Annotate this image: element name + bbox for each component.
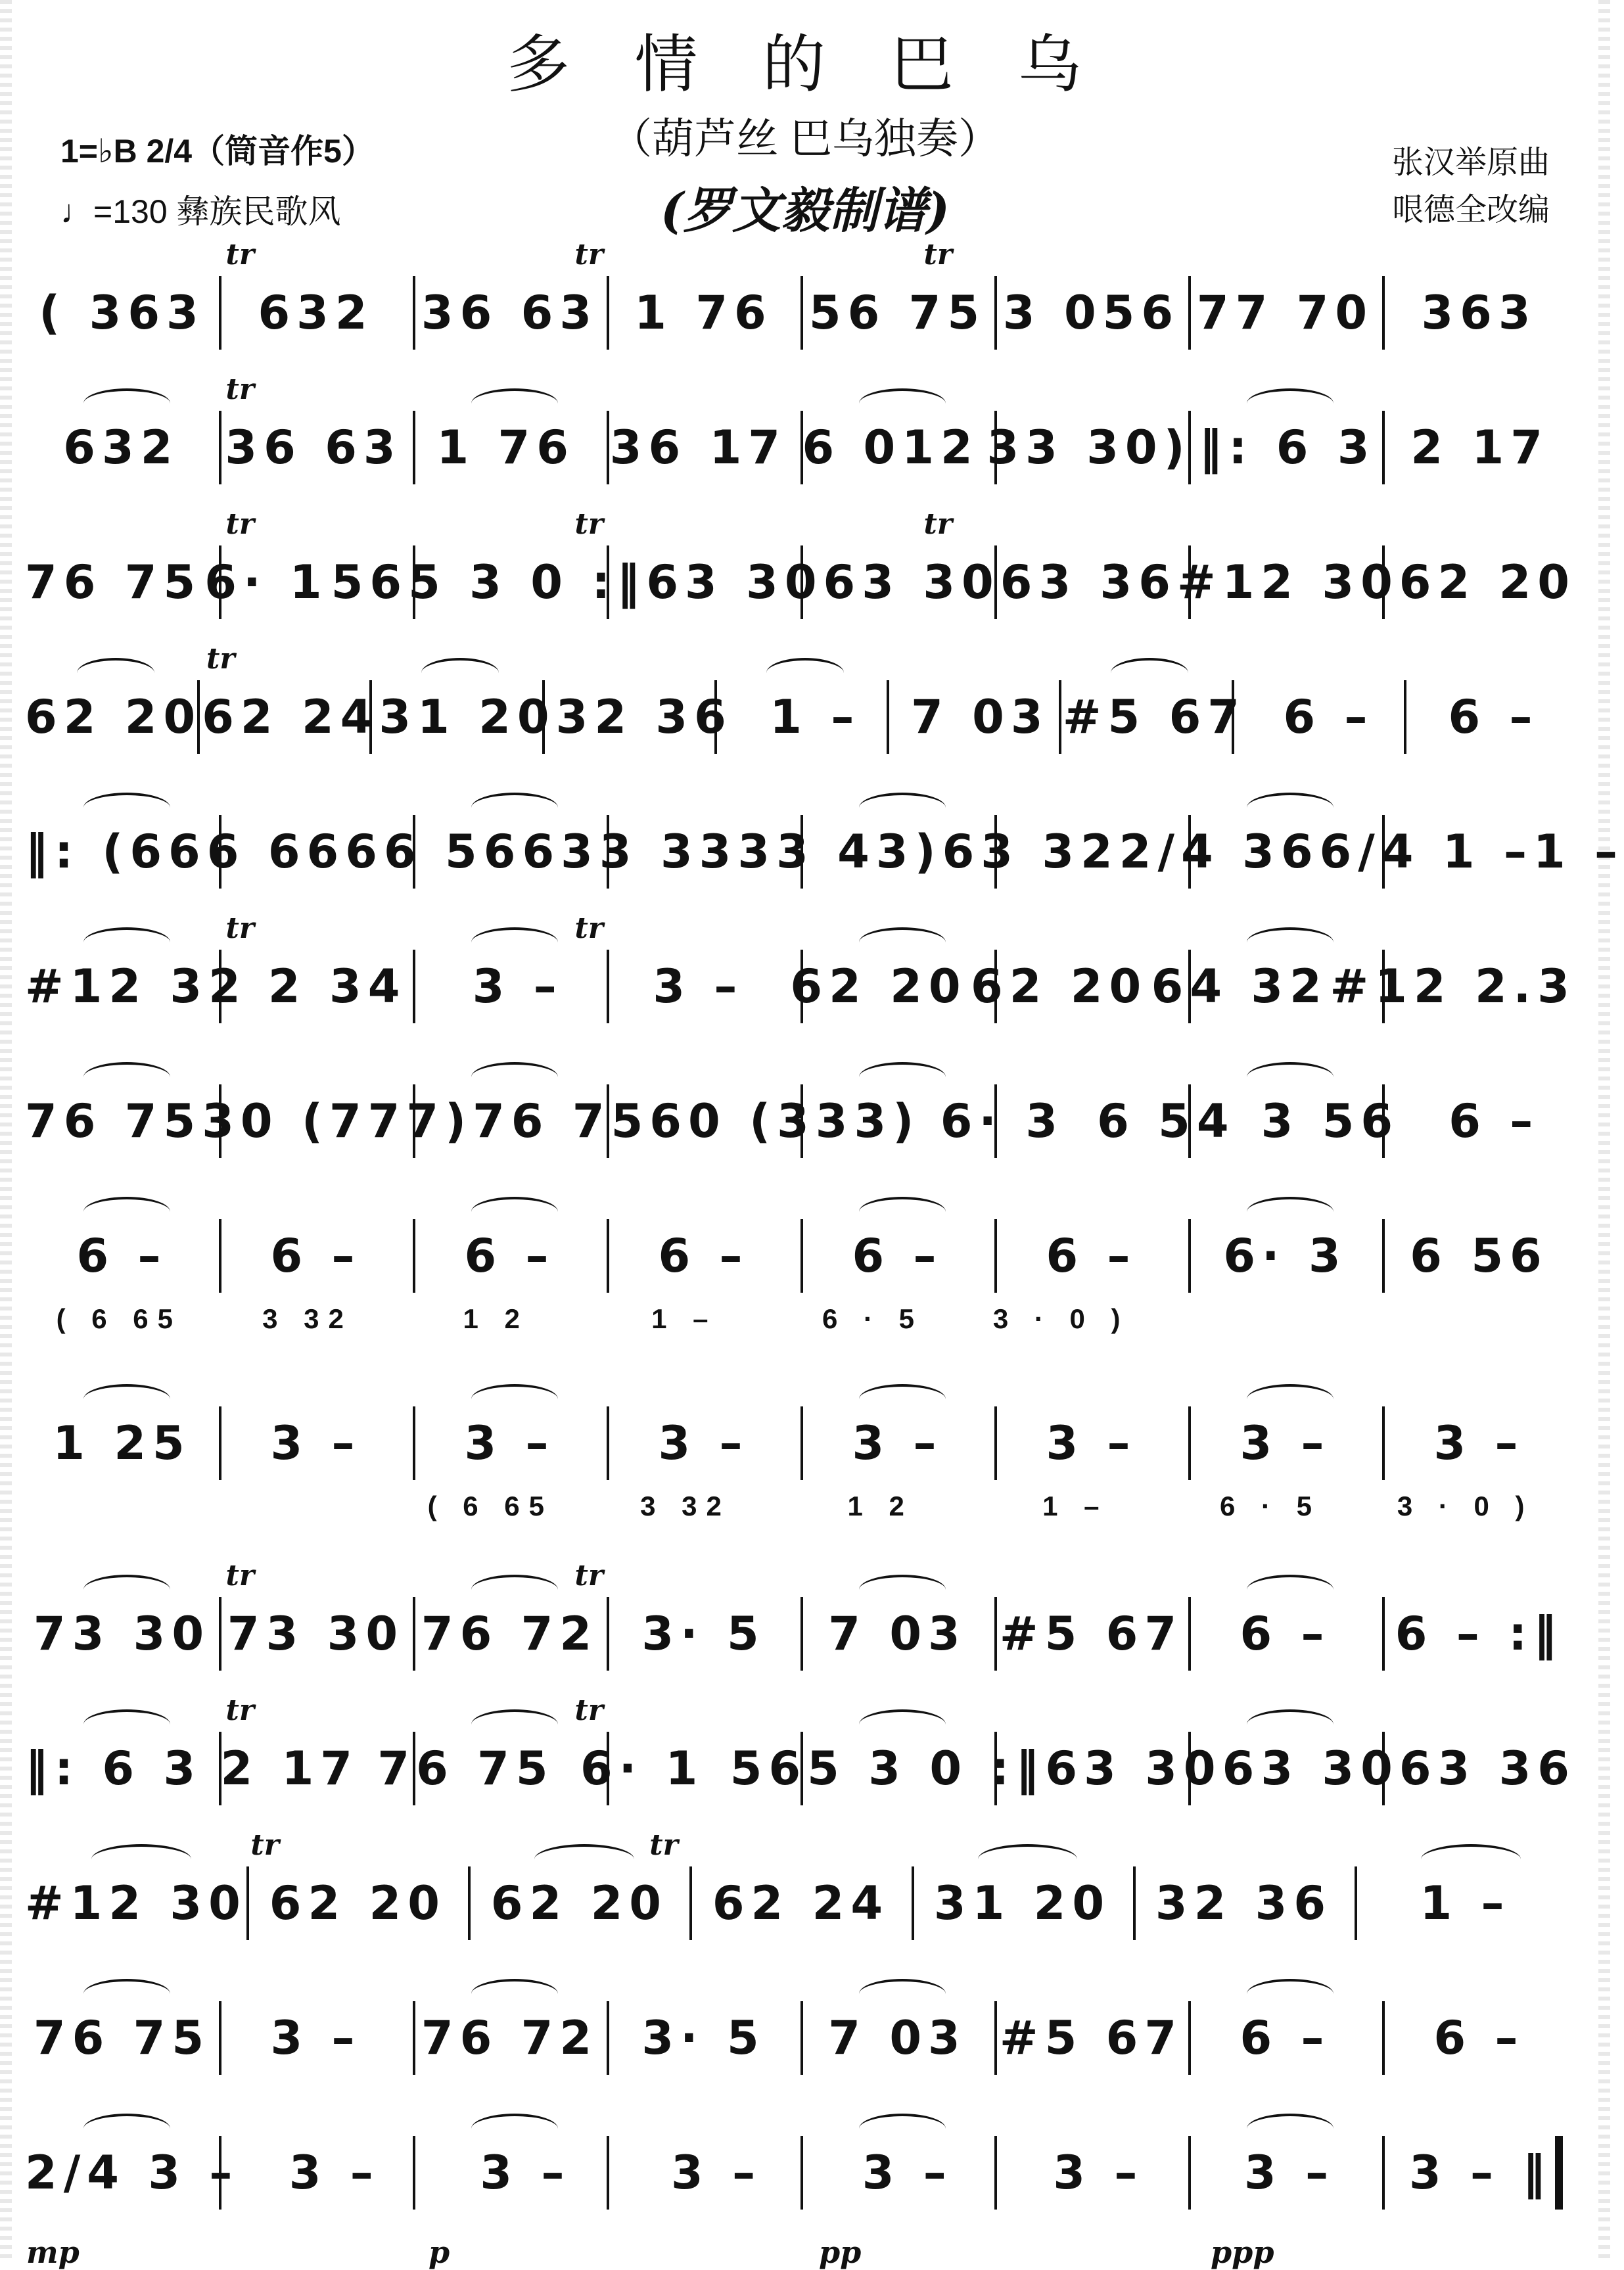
slur-arc	[534, 1844, 634, 1874]
measure-group	[25, 1732, 1576, 1805]
slur-arc	[421, 658, 499, 688]
dynamic-mark: ppp	[1211, 2235, 1274, 2270]
slur-arc	[471, 1197, 559, 1227]
slur-arc	[83, 927, 171, 958]
measure: 36 17	[609, 421, 787, 475]
measure: 3 –	[1244, 2146, 1335, 2200]
measure: 3 –	[480, 2146, 571, 2200]
accompaniment-measure: 3 32	[640, 1491, 731, 1521]
slur-arc	[471, 1384, 559, 1414]
measure-group	[25, 1866, 1576, 1940]
measure: 64 32	[1151, 960, 1328, 1013]
trill-mark: tr	[923, 507, 953, 541]
measure: #12 2.3	[1330, 960, 1576, 1013]
measure: 76 72	[421, 2011, 599, 2065]
slur-arc	[859, 388, 946, 419]
slur-arc	[978, 1844, 1078, 1874]
measure-group	[25, 680, 1576, 754]
key-signature: 1=♭B 2/4（筒音作5）	[60, 133, 375, 170]
slur-arc	[83, 1709, 171, 1740]
measure: 2 17	[1410, 421, 1549, 475]
final-barline	[1555, 2136, 1563, 2210]
slur-arc	[83, 1197, 171, 1227]
measure: 6· 1	[580, 1742, 705, 1795]
measure: 62 24	[202, 690, 379, 744]
slur-arc	[859, 1709, 946, 1740]
measure: 33 30)	[986, 421, 1192, 475]
measure: 3 –	[289, 2146, 380, 2200]
measure: 62 20	[25, 690, 202, 744]
measure: 6 –	[1046, 1229, 1137, 1283]
trill-mark: tr	[574, 238, 604, 271]
measure: 3 56	[1261, 1094, 1400, 1148]
transcriber-credit: (罗文毅制谱)	[660, 183, 950, 239]
measure: 31 20	[933, 1876, 1111, 1930]
measure: 62 20	[1399, 555, 1576, 609]
measure: 76 75	[25, 1094, 202, 1148]
measure: ‖: 6 3	[25, 1742, 202, 1795]
slur-arc	[471, 1709, 559, 1740]
measure: 6 –	[658, 1229, 749, 1283]
measure: 565 3 0 :‖	[730, 1742, 1046, 1795]
measure-group	[25, 1597, 1576, 1671]
dynamic-mark: p	[429, 2235, 450, 2270]
measure: 632	[258, 286, 374, 340]
slur-arc	[83, 1062, 171, 1092]
measure: 7 03	[911, 690, 1050, 744]
measure: 6 –	[1449, 1094, 1540, 1148]
slur-arc	[859, 1062, 946, 1092]
trill-mark: tr	[250, 1828, 279, 1862]
measure: 3 –	[270, 1416, 361, 1470]
measure: 3 –	[1240, 1416, 1331, 1470]
measure: 1 25	[53, 1416, 191, 1470]
accompaniment-measure: 1 2	[847, 1491, 914, 1521]
measure: 66 56	[345, 825, 522, 879]
measure: #5 67	[999, 2011, 1184, 2065]
measure: 565 3 0 :‖	[331, 555, 647, 609]
measure: 3 –	[852, 1416, 943, 1470]
measure: 76 72	[421, 1607, 599, 1661]
slur-arc	[1247, 1709, 1334, 1740]
measure-group	[25, 1219, 1576, 1293]
measure: 3· 5	[641, 1607, 766, 1661]
slur-arc	[1247, 1979, 1334, 2009]
composer-credit: 张汉举原曲	[1391, 145, 1550, 180]
slur-arc	[83, 1575, 171, 1605]
slur-arc	[1247, 1197, 1334, 1227]
accompaniment-measure: 3 · 0 )	[992, 1303, 1130, 1334]
trill-mark: tr	[225, 507, 255, 541]
measure: 2 34	[267, 960, 407, 1013]
left-border-decoration	[0, 0, 12, 2263]
slur-arc	[859, 927, 946, 958]
dynamic-mark: pp	[819, 2235, 862, 2270]
accompaniment-line	[393, 1491, 1563, 1522]
trill-mark: tr	[225, 1559, 255, 1592]
measure: 7 03	[828, 1607, 967, 1661]
trill-mark: tr	[225, 373, 255, 406]
slur-arc	[471, 1062, 559, 1092]
slur-arc	[471, 927, 559, 958]
dynamic-mark: mp	[26, 2235, 80, 2270]
measure-group	[25, 1084, 1576, 1158]
slur-arc	[91, 1844, 191, 1874]
measure: 63 32	[942, 825, 1119, 879]
measure: 3 –	[671, 2146, 762, 2200]
measure: 63 36	[1000, 555, 1177, 609]
measure: 2/4 3 –	[25, 2146, 239, 2200]
right-border-decoration	[1598, 0, 1610, 2263]
measure: 63 30	[646, 555, 824, 609]
measure: 3 –	[472, 960, 563, 1013]
measure: 3 056	[1002, 286, 1180, 340]
slur-arc	[77, 658, 154, 688]
slur-arc	[1247, 793, 1334, 823]
slur-arc	[83, 2114, 171, 2144]
measure: 36 63	[225, 421, 402, 475]
accompaniment-line	[25, 1303, 1155, 1335]
measure: 62 20	[269, 1876, 446, 1930]
measure: 77 70	[1196, 286, 1374, 340]
slur-arc	[471, 1575, 559, 1605]
measure: 1 –	[1420, 1876, 1511, 1930]
arranger-credit: 哏德全改编	[1391, 193, 1550, 227]
score-subtitle: （葫芦丝 巴乌独奏）	[610, 115, 1000, 162]
measure: 6 –	[464, 1229, 555, 1283]
measure-group	[25, 2136, 1576, 2210]
measure: 3 – ‖	[1408, 2146, 1552, 2200]
measure: 33 43)	[737, 825, 942, 879]
measure: 63 30	[1222, 1742, 1399, 1795]
measure: ( 363	[39, 286, 205, 340]
accompaniment-measure: 6 · 5	[1220, 1491, 1322, 1521]
measure: 3 –	[658, 1416, 749, 1470]
measure: 3 –	[1053, 2146, 1144, 2200]
slur-arc	[83, 1979, 171, 2009]
measure: #12 30	[25, 1876, 247, 1930]
slur-arc	[859, 1979, 946, 2009]
measure: 6 –	[76, 1229, 168, 1283]
measure: 73 30	[33, 1607, 211, 1661]
measure: 63 30	[823, 555, 1000, 609]
measure: 63 36	[1399, 1742, 1577, 1795]
measure-group	[25, 276, 1576, 350]
measure-group	[25, 815, 1624, 889]
measure-group	[25, 411, 1576, 484]
measure: 3 –	[1046, 1416, 1137, 1470]
slur-arc	[859, 1575, 946, 1605]
accompaniment-measure: ( 6 65	[56, 1303, 183, 1334]
slur-arc	[1247, 1062, 1334, 1092]
slur-arc	[859, 1197, 946, 1227]
measure: 56 75	[808, 286, 986, 340]
measure: 3 –	[464, 1416, 555, 1470]
measure: 6 –	[1283, 690, 1374, 744]
slur-arc	[471, 388, 559, 419]
slur-arc	[859, 793, 946, 823]
measure: #12 32	[25, 960, 247, 1013]
measure: 3 –	[1433, 1416, 1525, 1470]
measure: 73 30	[227, 1607, 405, 1661]
accompaniment-measure: 6 · 5	[822, 1303, 924, 1334]
slur-arc	[1247, 2114, 1334, 2144]
measure: 1 76	[634, 286, 773, 340]
slur-arc	[1247, 388, 1334, 419]
measure-group	[25, 2001, 1576, 2075]
measure: #12 30	[1176, 555, 1399, 609]
trill-mark: tr	[225, 912, 255, 945]
measure: 3 –	[653, 960, 744, 1013]
tempo-marking: ♩=130 彝族民歌风	[60, 193, 341, 230]
measure: 62 20	[790, 960, 967, 1013]
slur-arc	[1247, 1575, 1334, 1605]
accompaniment-measure: 3 · 0 )	[1397, 1491, 1534, 1521]
measure: 6 –	[1433, 2011, 1525, 2065]
measure: 62 24	[712, 1876, 890, 1930]
accompaniment-measure: 1 2	[463, 1303, 529, 1334]
slur-arc	[1247, 1384, 1334, 1414]
measure: 32 36	[555, 690, 733, 744]
trill-mark: tr	[574, 1559, 604, 1592]
slur-arc	[83, 388, 171, 419]
measure: 1 –	[1533, 825, 1624, 879]
measure: 60 (333)	[649, 1094, 921, 1148]
slur-arc	[859, 1384, 946, 1414]
measure: 76 75	[25, 555, 202, 609]
measure: 3· 5	[641, 2011, 766, 2065]
measure: 3 –	[270, 2011, 361, 2065]
slur-arc	[471, 793, 559, 823]
measure: 2/4 36	[1119, 825, 1320, 879]
trill-mark: tr	[574, 912, 604, 945]
measure: 1 76	[436, 421, 575, 475]
measure: 6 –	[1448, 690, 1539, 744]
accompaniment-measure: ( 6 65	[427, 1491, 554, 1521]
measure: 76 75	[473, 1094, 650, 1148]
measure: 6 012	[802, 421, 979, 475]
measure-group	[25, 1406, 1576, 1480]
measure: 76 75	[33, 2011, 211, 2065]
measure: 6 –	[270, 1229, 361, 1283]
measure: 363	[1421, 286, 1537, 340]
measure: ‖: (666 66	[25, 825, 346, 879]
measure: 6 –	[1240, 2011, 1331, 2065]
measure: 2 17	[220, 1742, 359, 1795]
measure: 6· 3	[1223, 1229, 1347, 1283]
accompaniment-measure: 1 –	[1042, 1491, 1109, 1521]
trill-mark: tr	[574, 1694, 604, 1727]
measure: 36 63	[421, 286, 599, 340]
measure: 6 –	[1240, 1607, 1331, 1661]
slur-arc	[1421, 1844, 1521, 1874]
trill-mark: tr	[225, 238, 255, 271]
measure: 6/4 1 –	[1319, 825, 1533, 879]
slur-arc	[83, 1384, 171, 1414]
measure: 7 03	[828, 2011, 967, 2065]
measure: 1 –	[770, 690, 861, 744]
measure: 30 (777)	[202, 1094, 473, 1148]
measure: 62 20	[971, 960, 1148, 1013]
slur-arc	[471, 1979, 559, 2009]
score-title: 多 情 的 巴 乌	[506, 28, 1104, 101]
measure: 6· 3	[940, 1094, 1065, 1148]
measure: 32 36	[1155, 1876, 1333, 1930]
measure: #5 67	[1062, 690, 1246, 744]
trill-mark: tr	[574, 507, 604, 541]
slur-arc	[83, 793, 171, 823]
accompaniment-measure: 1 –	[651, 1303, 718, 1334]
trill-mark: tr	[649, 1828, 678, 1862]
measure: 6 –	[852, 1229, 943, 1283]
measure: 63 30	[1045, 1742, 1222, 1795]
measure-group	[25, 950, 1576, 1023]
measure: 3 –	[862, 2146, 953, 2200]
accompaniment-measure: 3 32	[262, 1303, 353, 1334]
trill-mark: tr	[923, 238, 953, 271]
slur-arc	[1247, 927, 1334, 958]
slur-arc	[471, 2114, 559, 2144]
slur-arc	[766, 658, 844, 688]
measure: 6 56	[1410, 1229, 1548, 1283]
trill-mark: tr	[225, 1694, 255, 1727]
measure: 6· 1	[204, 555, 329, 609]
measure-group	[25, 545, 1576, 619]
measure: ‖: 6 3	[1199, 421, 1376, 475]
measure: 62 20	[490, 1876, 668, 1930]
slur-arc	[859, 2114, 946, 2144]
measure: 6 – :‖	[1395, 1607, 1564, 1661]
measure: 76 75	[377, 1742, 555, 1795]
measure: 632	[63, 421, 179, 475]
measure: 31 20	[379, 690, 556, 744]
slur-arc	[1111, 658, 1188, 688]
measure: #5 67	[999, 1607, 1184, 1661]
measure: 6 54	[1097, 1094, 1236, 1148]
trill-mark: tr	[206, 642, 235, 676]
measure: 633 33	[522, 825, 738, 879]
